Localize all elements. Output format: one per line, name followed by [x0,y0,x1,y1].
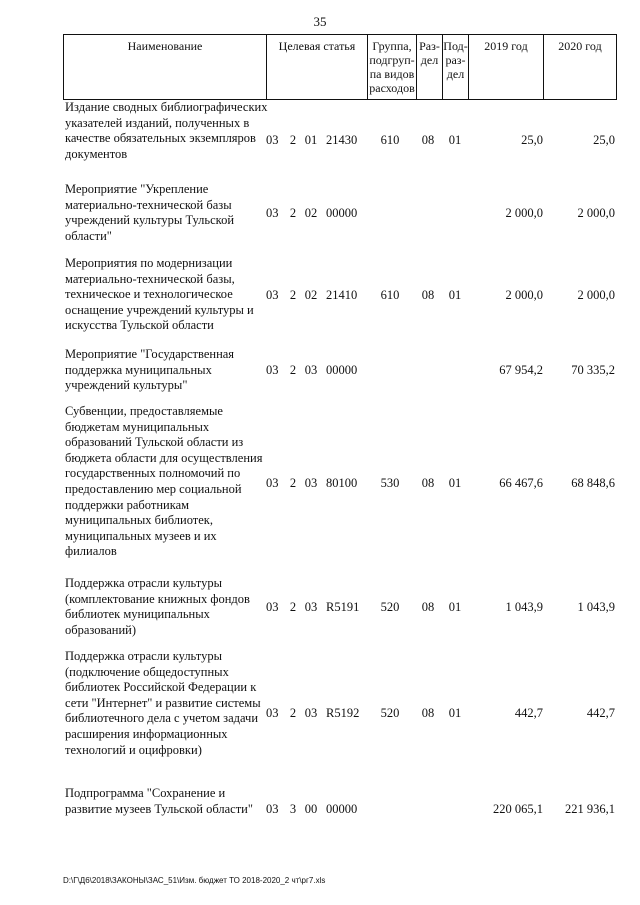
subsection: 01 [448,476,462,490]
amount-2019: 1 043,9 [505,600,543,614]
section: 08 [421,706,435,720]
header-2020: 2020 год [558,39,602,53]
target-program: 03 [266,363,279,377]
header-2019: 2019 год [484,39,528,53]
target-event: 01 [304,133,318,147]
target-direction: 21430 [326,133,358,147]
subsection: 01 [448,133,462,147]
row-name: Мероприятие "Государственная поддержка муниципальных учреждений культуры" [65,347,235,393]
subsection: 01 [448,706,462,720]
target-direction: 00000 [326,206,358,220]
row-name: Поддержка отрасли культуры (комплектование книжных фондов библиотек муниципальных образований) [65,576,250,637]
target-direction: 00000 [326,363,358,377]
target-event: 03 [304,600,318,614]
amount-2019: 67 954,2 [499,363,543,377]
amount-2019: 220 065,1 [493,802,543,816]
target-subprogram: 2 [289,133,297,147]
amount-2019: 442,7 [514,706,543,720]
target-program: 03 [266,706,279,720]
amount-2020: 25,0 [593,133,615,147]
target-subprogram: 2 [289,600,297,614]
target-subprogram: 2 [289,288,297,302]
row-name: Издание сводных библиографических указателей изданий, полученных в качестве обязательных экземпляров документов [65,100,268,161]
row-name: Подпрограмма "Сохранение и развитие музеев Тульской области" [65,786,253,816]
target-event: 03 [304,706,318,720]
target-program: 03 [266,288,279,302]
target-program: 03 [266,600,279,614]
amount-2019: 25,0 [521,133,543,147]
target-subprogram: 2 [289,363,297,377]
amount-2020: 1 043,9 [577,600,615,614]
expense-group: 520 [380,600,400,614]
amount-2020: 2 000,0 [577,288,615,302]
header-target: Целевая статья [278,39,356,53]
section: 08 [421,476,435,490]
subsection: 01 [448,600,462,614]
target-subprogram: 2 [289,706,297,720]
section: 08 [421,288,435,302]
page-number: 35 [313,14,327,29]
target-program: 03 [266,476,279,490]
target-subprogram: 3 [289,802,297,816]
amount-2020: 68 848,6 [571,476,615,490]
header-subsection: Под-раз-дел [443,39,468,81]
amount-2019: 2 000,0 [505,206,543,220]
amount-2020: 221 936,1 [565,802,615,816]
row-name: Поддержка отрасли культуры (подключение общедоступных библиотек Российской Федерации к сети "Интернет" и развитие системы библиотечного дела с учетом задачи расширения информационных технологий и оцифровки) [65,649,261,757]
target-direction: R5192 [326,706,360,720]
header-group: Группа, подгруп-па видов расходов [369,39,415,95]
target-event: 02 [304,288,318,302]
target-event: 03 [304,363,318,377]
expense-group: 610 [380,288,400,302]
section: 08 [421,600,435,614]
row-name: Мероприятия по модернизации материально-технической базы, техническое и технологическое оснащение учреждений культуры и искусства Тульской области [65,256,254,333]
amount-2019: 2 000,0 [505,288,543,302]
expense-group: 610 [380,133,400,147]
table-header [63,34,617,100]
section: 08 [421,133,435,147]
target-direction: 00000 [326,802,358,816]
target-program: 03 [266,802,279,816]
row-name: Субвенции, предоставляемые бюджетам муниципальных образований Тульской области из бюджета области для осуществления государственных полномочий по предоставлению мер социальной поддержки работникам муниципальных библиотек, муниципальных музеев и их филиалов [65,404,263,559]
target-subprogram: 2 [289,206,297,220]
amount-2020: 2 000,0 [577,206,615,220]
target-event: 00 [304,802,318,816]
amount-2020: 442,7 [586,706,615,720]
target-event: 03 [304,476,318,490]
expense-group: 520 [380,706,400,720]
amount-2020: 70 335,2 [571,363,615,377]
expense-group: 530 [380,476,400,490]
target-direction: 21410 [326,288,358,302]
target-direction: R5191 [326,600,360,614]
target-direction: 80100 [326,476,358,490]
target-program: 03 [266,133,279,147]
target-program: 03 [266,206,279,220]
header-section: Раз-дел [419,39,440,67]
target-subprogram: 2 [289,476,297,490]
subsection: 01 [448,288,462,302]
header-name: Наименование [127,39,203,53]
target-event: 02 [304,206,318,220]
file-path-footer: D:\Г\Д6\2018\ЗАКОНЫ\ЗАС_51\Изм. бюджет ТО 2018-2020_2 чт\рг7.xls [63,876,326,885]
row-name: Мероприятие "Укрепление материально-технической базы учреждений культуры Тульской области" [65,182,235,243]
amount-2019: 66 467,6 [499,476,543,490]
